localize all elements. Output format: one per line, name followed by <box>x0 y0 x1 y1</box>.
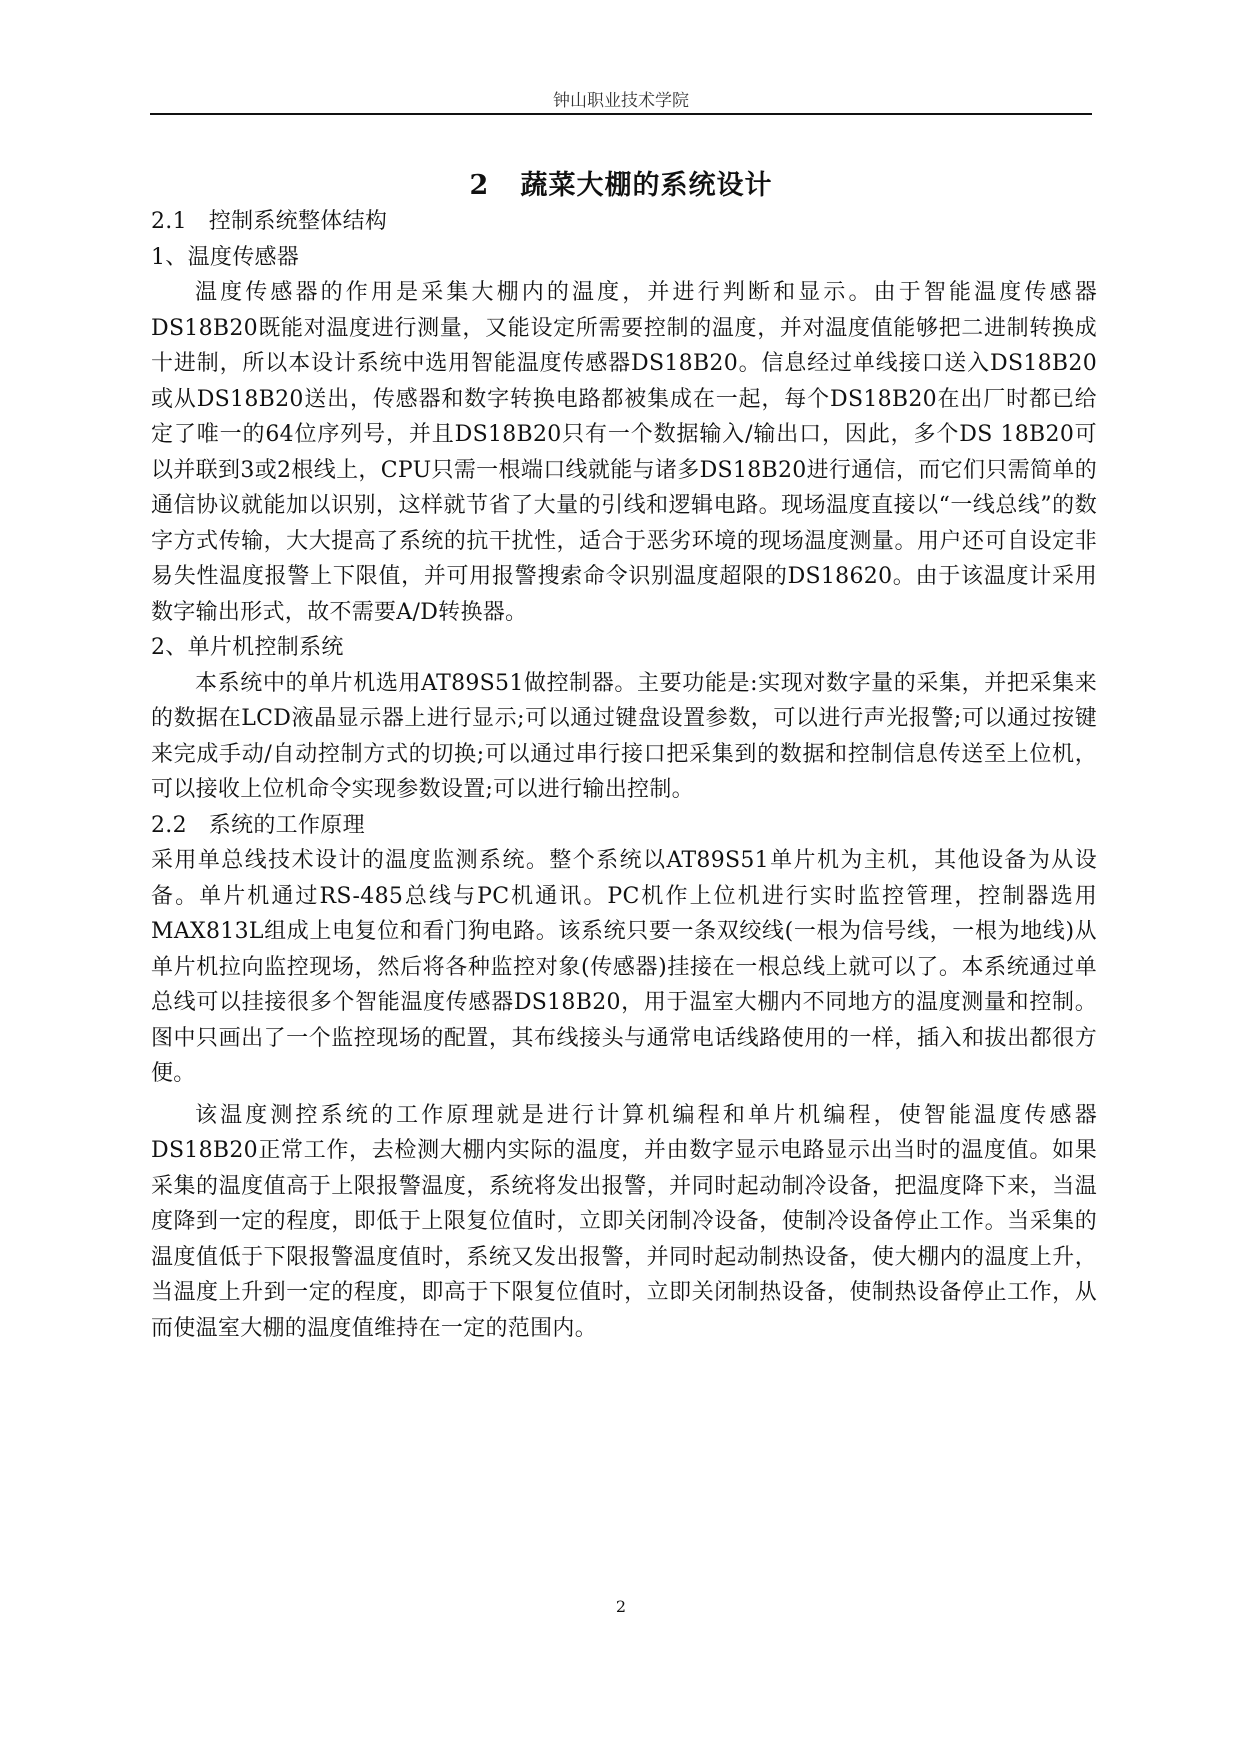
paragraph-control-logic: 该温度测控系统的工作原理就是进行计算机编程和单片机编程，使智能温度传感器DS18B20正常工作，去检测大棚内实际的温度，并由数字显示电路显示出当时的温度值。如果采集的温度值高于上限报警温度，系统将发出报警，并同时起动制冷设备，把温度降下来，当温度降到一定的程度，即低于上限复位值时，立即关闭制冷设备，使制冷设备停止工作。当采集的温度值低于下限报警温度值时，系统又发出报警，并同时起动制热设备，使大棚内的温度上升，当温度上升到一定的程度，即高于下限复位值时，立即关闭制热设备，使制热设备停止工作，从而使温室大棚的温度值维持在一定的范围内。 <box>151 1102 1097 1341</box>
subheading-temperature-sensor: 1、温度传感器 <box>151 244 300 270</box>
page-number: 2 <box>615 1597 627 1616</box>
paragraph-temperature-sensor: 温度传感器的作用是采集大棚内的温度，并进行判断和显示。由于智能温度传感器DS18B20既能对温度进行测量，又能设定所需要控制的温度，并对温度值能够把二进制转换成十进制，所以本设计系统中选用智能温度传感器DS18B20。信息经过单线接口送入DS18B20或从DS18B20送出，传感器和数字转换电路都被集成在一起，每个DS18B20在出厂时都已给定了唯一的64位序列号，并且DS18B20只有一个数据输入/输出口，因此，多个DS 18B20可以并联到3或2根线上，CPU只需一根端口线就能与诸多DS18B20进行通信，而它们只需简单的通信协议就能加以识别，这样就节省了大量的引线和逻辑电路。现场温度直接以“一线总线”的数字方式传输，大大提高了系统的抗干扰性，适合于恶劣环境的现场温度测量。用户还可自设定非易失性温度报警上下限值，并可用报警搜索命令识别温度超限的DS18620。由于该温度计采用数字输出形式，故不需要A/D转换器。 <box>151 280 1097 625</box>
section-heading-2-1: 2.1 控制系统整体结构 <box>151 209 388 234</box>
running-header: 钟山职业技术学院 <box>553 91 689 111</box>
chapter-title: 2 蔬菜大棚的系统设计 <box>469 170 773 201</box>
section-heading-2-2: 2.2 系统的工作原理 <box>151 812 365 838</box>
subheading-mcu-control: 2、单片机控制系统 <box>151 635 344 660</box>
paragraph-mcu-control: 本系统中的单片机选用AT89S51做控制器。主要功能是:实现对数字量的采集，并把采集来的数据在LCD液晶显示器上进行显示;可以通过键盘设置参数，可以进行声光报警;可以通过按键来完成手动/自动控制方式的切换;可以通过串行接口把采集到的数据和控制信息传送至上位机，可以接收上位机命令实现参数设置;可以进行输出控制。 <box>151 670 1097 802</box>
body-text <box>151 204 1097 1346</box>
paragraph-working-principle: 采用单总线技术设计的温度监测系统。整个系统以AT89S51单片机为主机，其他设备为从设备。单片机通过RS-485总线与PC机通讯。PC机作上位机进行实时监控管理，控制器选用MAX813L组成上电复位和看门狗电路。该系统只要一条双绞线(一根为信号线，一根为地线)从单片机拉向监控现场，然后将各种监控对象(传感器)挂接在一根总线上就可以了。本系统通过单总线可以挂接很多个智能温度传感器DS18B20，用于温室大棚内不同地方的温度测量和控制。图中只画出了一个监控现场的配置，其布线接头与通常电话线路使用的一样，插入和拔出都很方便。 <box>151 848 1097 1086</box>
header-rule <box>150 113 1092 115</box>
